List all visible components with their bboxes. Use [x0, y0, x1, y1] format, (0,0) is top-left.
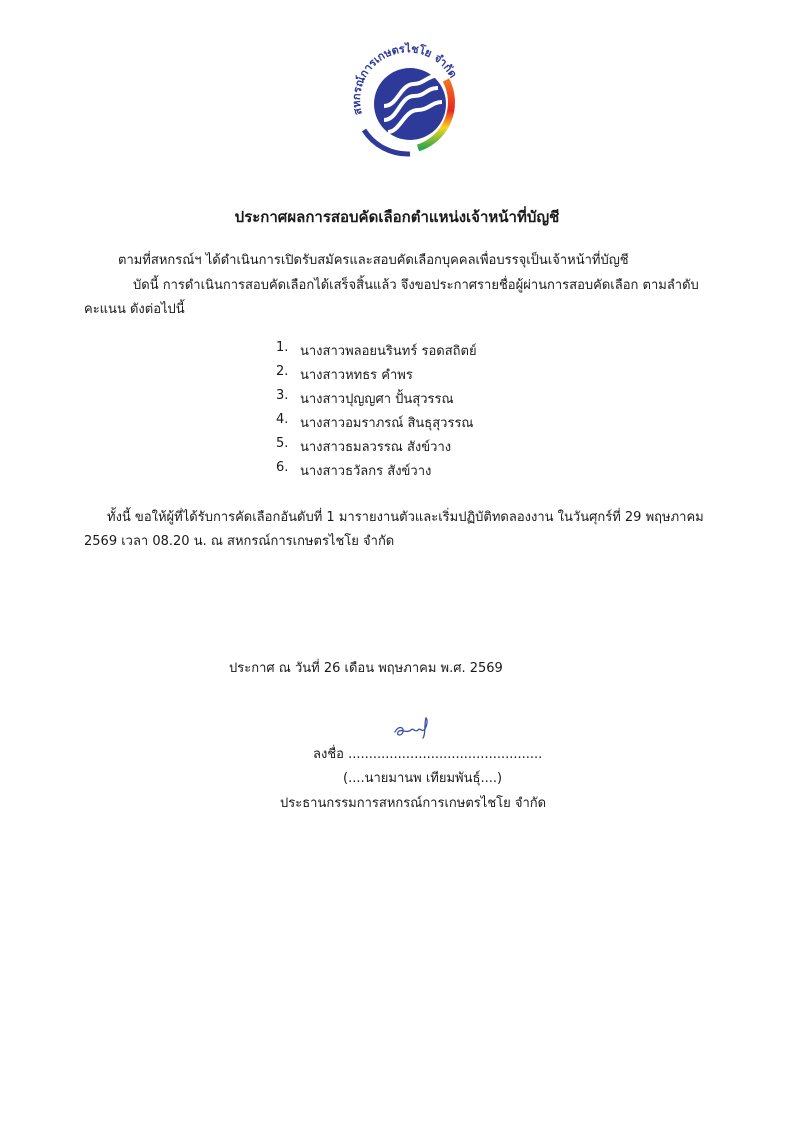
candidate-name: นางสาวอมราภรณ์ สินธุสุวรรณ [300, 416, 474, 431]
candidate-list [276, 340, 477, 484]
cooperative-logo-emblem [348, 40, 472, 164]
cooperative-logo [348, 40, 472, 164]
intro-line-1: ตามที่สหกรณ์ฯ ได้ดำเนินการเปิดรับสมัครและสอบคัดเลือกบุคคลเพื่อบรรจุเป็นเจ้าหน้าที่บัญชี [118, 253, 629, 268]
intro-line-3: คะแนน ดังต่อไปนี้ [84, 302, 185, 317]
candidate-name: นางสาวปุญญศา ปั้นสุวรรณ [300, 392, 454, 407]
list-item-number: 2. [276, 364, 289, 379]
list-item-number: 6. [276, 460, 289, 475]
candidate-name: นางสาวหทธร คำพร [300, 368, 413, 383]
candidate-name: นางสาวธมลวรรณ สังข์วาง [300, 440, 452, 455]
candidate-name: นางสาวธวัลกร สังข์วาง [300, 464, 432, 479]
list-item-number: 4. [276, 412, 289, 427]
announcement-date: ประกาศ ณ วันที่ 26 เดือน พฤษภาคม พ.ศ. 2569 [229, 661, 503, 676]
list-item [276, 460, 477, 484]
signature-line: ลงชื่อ ............................................... [313, 747, 543, 762]
list-item [276, 340, 477, 364]
list-item [276, 388, 477, 412]
list-item-number: 3. [276, 388, 289, 403]
svg-text:สหกรณ์การเกษตรไชโย จำกัด: สหกรณ์การเกษตรไชโย จำกัด [349, 42, 460, 117]
notice-line-2: 2569 เวลา 08.20 น. ณ สหกรณ์การเกษตรไชโย จำกัด [84, 534, 395, 549]
list-item-number: 1. [276, 340, 289, 355]
signer-title: ประธานกรรมการสหกรณ์การเกษตรไชโย จำกัด [280, 796, 547, 811]
page-title: ประกาศผลการสอบคัดเลือกตำแหน่งเจ้าหน้าที่บัญชี [234, 208, 560, 226]
list-item [276, 436, 477, 460]
candidate-name: นางสาวพลอยนรินทร์ รอดสถิตย์ [300, 344, 477, 359]
handwritten-signature [392, 714, 434, 740]
list-item [276, 364, 477, 388]
list-item-number: 5. [276, 436, 289, 451]
signer-name: (....นายมานพ เทียมพันธุ์....) [343, 771, 503, 786]
list-item [276, 412, 477, 436]
notice-line-1: ทั้งนี้ ขอให้ผู้ที่ได้รับการคัดเลือกอันดับที่ 1 มารายงานตัวและเริ่มปฏิบัติทดลองงาน ในวันศุกร์ที่ 29 พฤษภาคม [107, 510, 704, 525]
intro-line-2: บัดนี้ การดำเนินการสอบคัดเลือกได้เสร็จสิ้นแล้ว จึงขอประกาศรายชื่อผู้ผ่านการสอบคัดเลือก ตามลำดับ [133, 278, 699, 293]
